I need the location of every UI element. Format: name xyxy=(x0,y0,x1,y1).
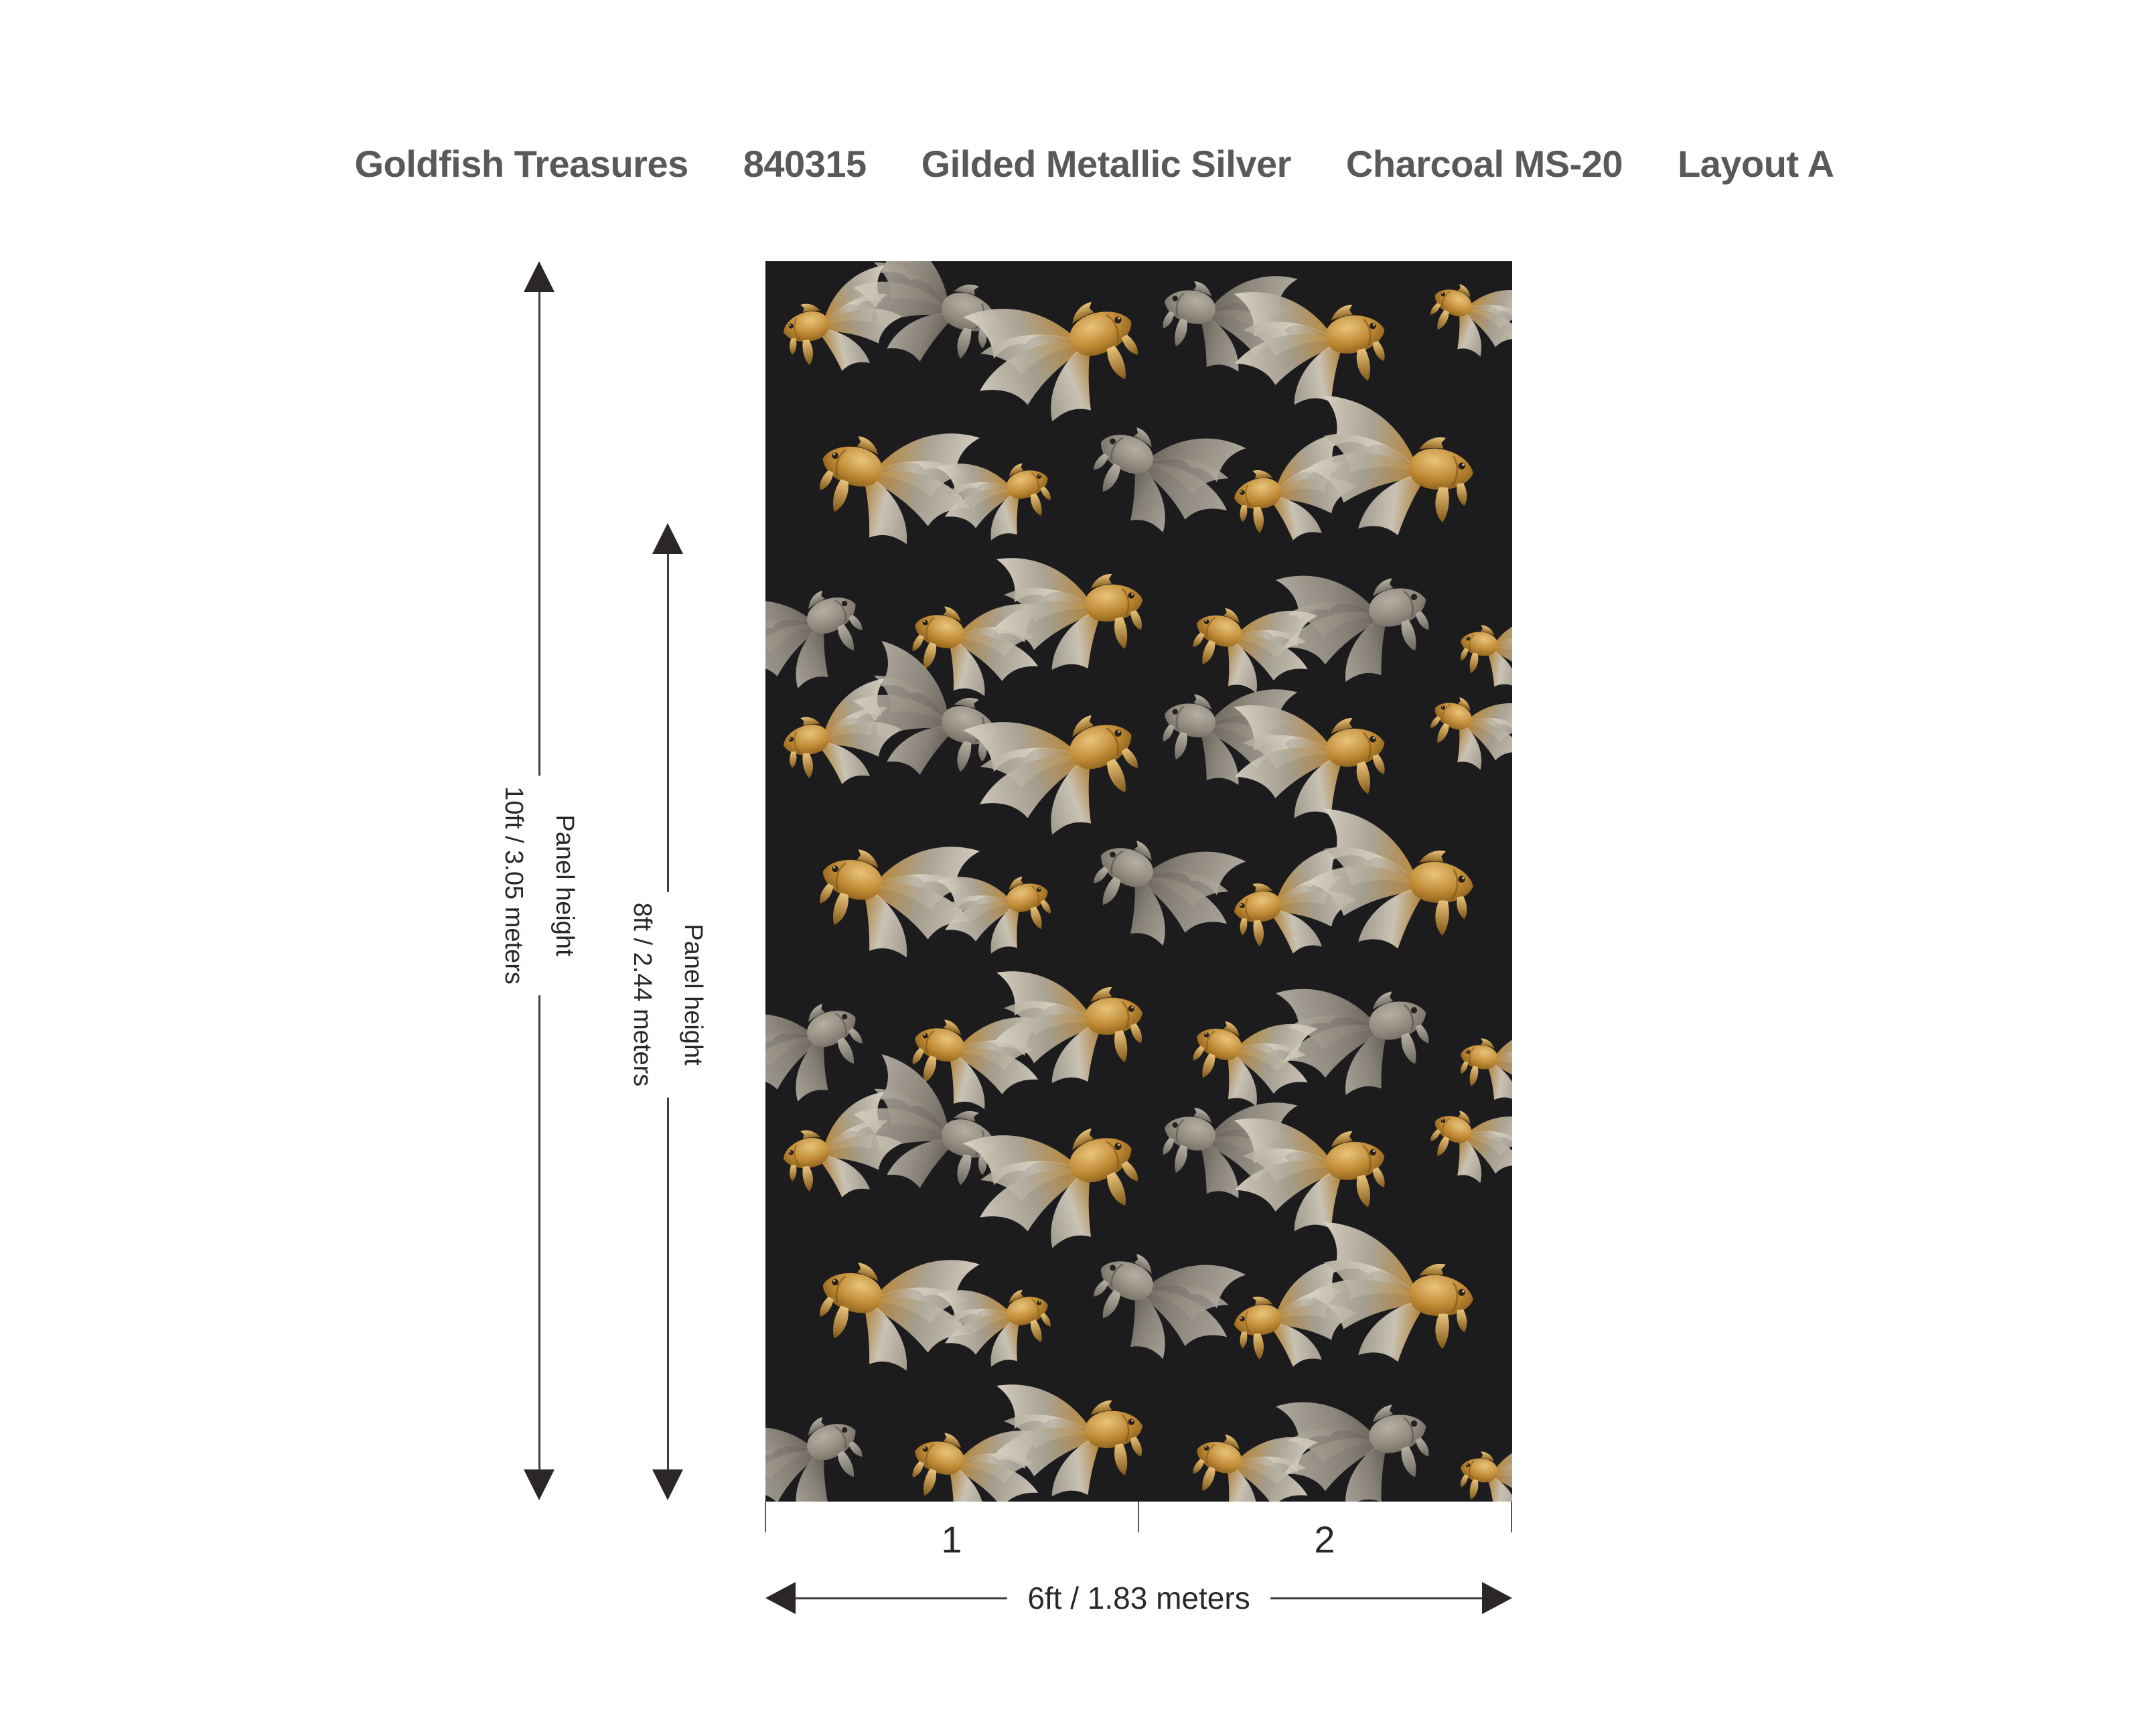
arrow-right-icon xyxy=(1482,1582,1512,1614)
width-arrow xyxy=(765,1582,1512,1614)
product-colorway: Charcoal MS-20 xyxy=(1345,143,1623,185)
arrow-down-icon xyxy=(652,1469,683,1500)
arrow-up-icon xyxy=(524,261,555,292)
panel-height-label: Panel height xyxy=(550,814,579,956)
height-label-10ft xyxy=(483,776,595,995)
product-finish: Gilded Metallic Silver xyxy=(921,143,1291,185)
panel-tick-left xyxy=(765,1502,766,1532)
panel-number-2: 2 xyxy=(1314,1518,1335,1561)
panel-height-label: Panel height xyxy=(679,924,707,1066)
wallpaper-panel-swatch xyxy=(765,261,1512,1502)
panel-width-value: 6ft / 1.83 meters xyxy=(1027,1581,1250,1615)
product-layout: Layout A xyxy=(1678,143,1834,185)
height-label-8ft xyxy=(611,892,724,1098)
header-row xyxy=(354,142,1834,186)
arrow-shaft xyxy=(796,1597,1007,1599)
panel-height-value: 8ft / 2.44 meters xyxy=(628,902,656,1087)
arrow-down-icon xyxy=(524,1469,555,1500)
product-name: Goldfish Treasures xyxy=(354,143,688,185)
panel-number-1: 1 xyxy=(941,1518,962,1561)
panel-tick-middle xyxy=(1138,1502,1139,1532)
arrow-up-icon xyxy=(652,523,683,554)
panel-tick-right xyxy=(1511,1502,1512,1532)
arrow-left-icon xyxy=(765,1582,796,1614)
product-sku: 840315 xyxy=(743,143,867,185)
arrow-shaft xyxy=(1270,1597,1482,1599)
panel-height-value: 10ft / 3.05 meters xyxy=(500,786,528,985)
